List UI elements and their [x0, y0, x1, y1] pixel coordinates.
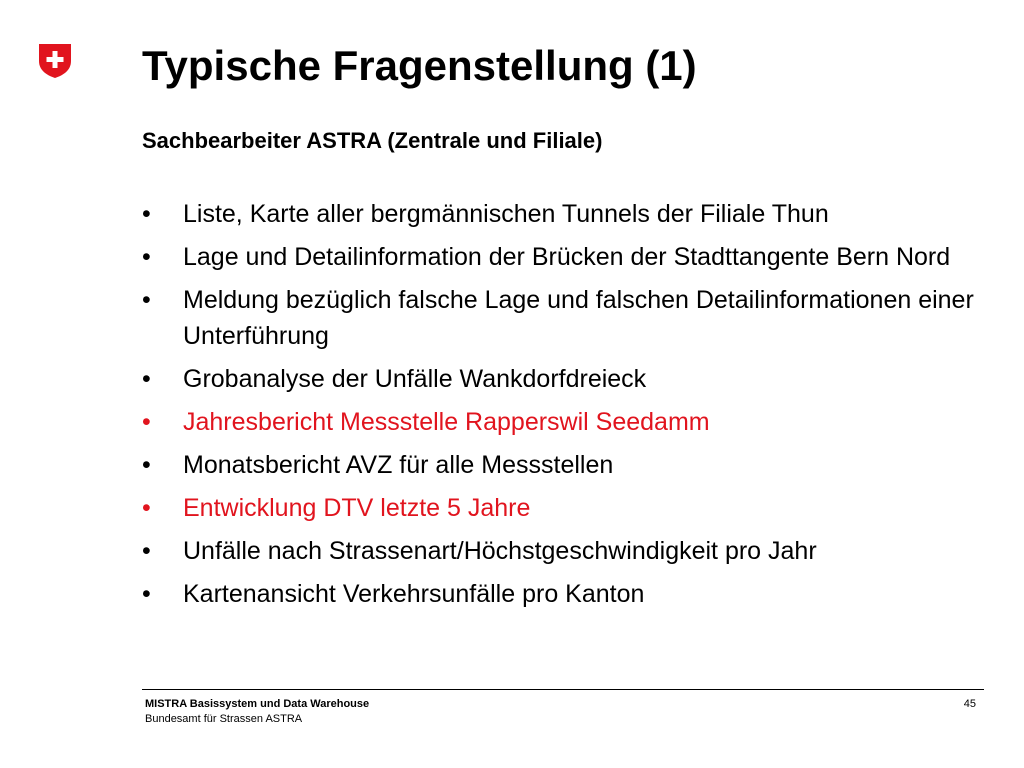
bullet-list — [142, 196, 982, 619]
footer-divider — [142, 689, 984, 690]
footer-organization: Bundesamt für Strassen ASTRA — [145, 713, 303, 725]
bullet-dot: • — [142, 365, 151, 393]
bullet-item — [142, 447, 982, 483]
bullet-text: Grobanalyse der Unfälle Wankdorfdreieck — [183, 365, 647, 393]
bullet-text: Lage und Detailinformation der Brücken der Stadttangente Bern Nord — [183, 243, 951, 271]
bullet-text: Jahresbericht Messstelle Rapperswil Seedamm — [183, 408, 710, 436]
bullet-dot: • — [142, 200, 151, 228]
bullet-text: Meldung bezüglich falsche Lage und falschen Detailinformationen einer Unterführung — [183, 286, 974, 350]
bullet-item — [142, 576, 982, 612]
bullet-dot: • — [142, 494, 151, 522]
bullet-item — [142, 282, 982, 354]
bullet-item — [142, 533, 982, 569]
bullet-item — [142, 404, 982, 440]
bullet-item — [142, 361, 982, 397]
bullet-item — [142, 196, 982, 232]
bullet-text: Unfälle nach Strassenart/Höchstgeschwindigkeit pro Jahr — [183, 537, 817, 565]
swiss-coat-of-arms-icon — [38, 43, 72, 79]
slide-title: Typische Fragenstellung (1) — [142, 42, 697, 89]
bullet-dot: • — [142, 537, 151, 565]
slide-subtitle: Sachbearbeiter ASTRA (Zentrale und Filiale) — [142, 128, 603, 153]
bullet-dot: • — [142, 580, 151, 608]
bullet-text: Kartenansicht Verkehrsunfälle pro Kanton — [183, 580, 645, 608]
bullet-dot: • — [142, 408, 151, 436]
footer-project-name: MISTRA Basissystem und Data Warehouse — [145, 698, 370, 710]
bullet-dot: • — [142, 243, 151, 271]
bullet-item — [142, 239, 982, 275]
bullet-dot: • — [142, 286, 151, 314]
bullet-text: Monatsbericht AVZ für alle Messstellen — [183, 451, 614, 479]
bullet-text: Entwicklung DTV letzte 5 Jahre — [183, 494, 531, 522]
bullet-dot: • — [142, 451, 151, 479]
page-number: 45 — [963, 698, 976, 710]
bullet-text: Liste, Karte aller bergmännischen Tunnels der Filiale Thun — [183, 200, 829, 228]
bullet-item — [142, 490, 982, 526]
